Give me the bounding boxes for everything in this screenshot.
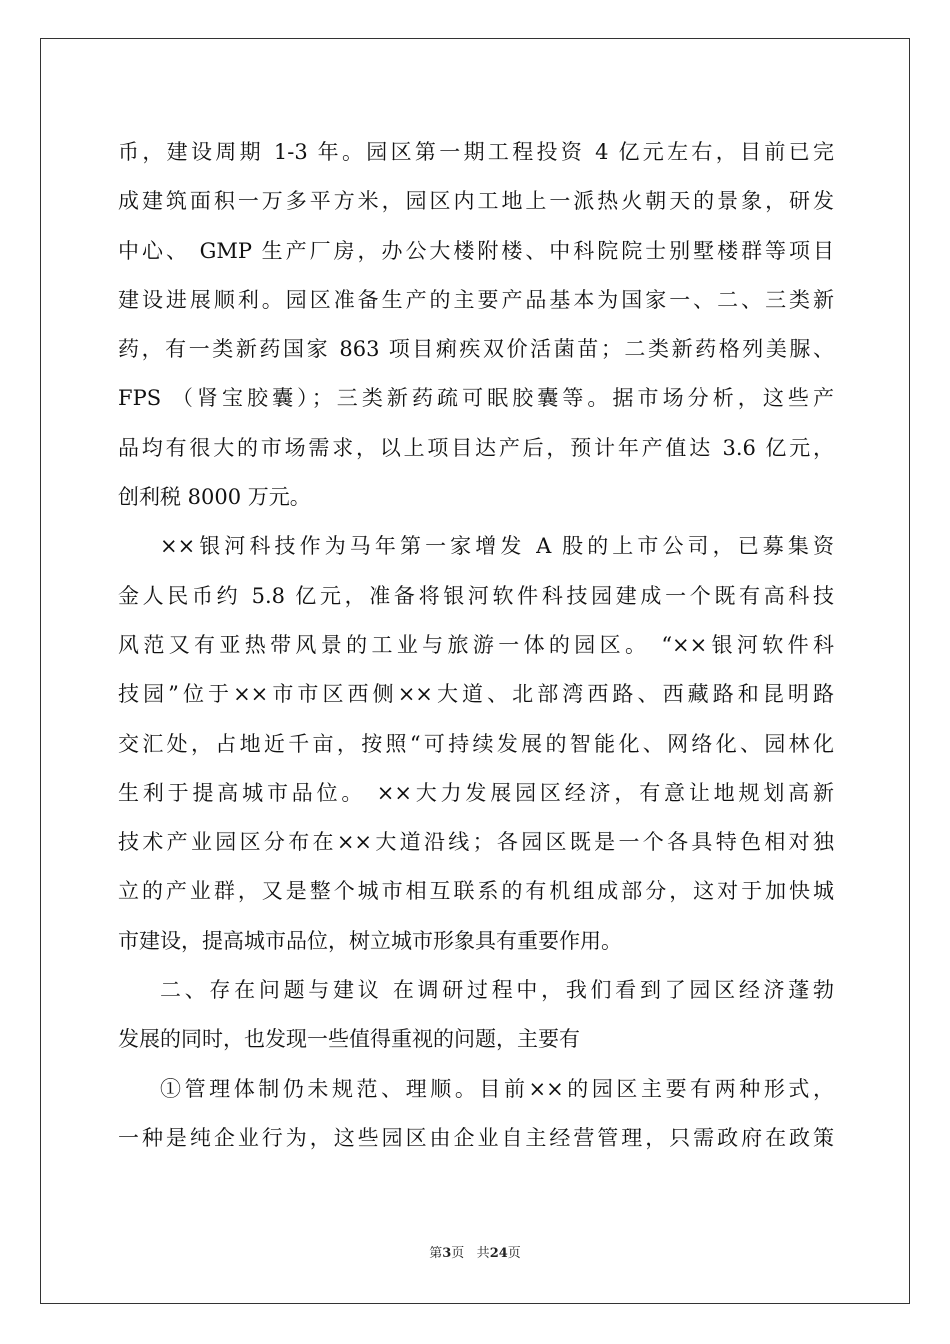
text-line: 建设进展顺利。园区准备生产的主要产品基本为国家一、二、三类新 — [118, 287, 834, 312]
text-line: ××银河科技作为马年第一家增发 A 股的上市公司，已募集资 — [160, 534, 834, 559]
page-footer — [0, 1242, 950, 1261]
text-line: 成建筑面积一万多平方米，园区内工地上一派热火朝天的景象，研发 — [118, 189, 834, 214]
text-line: 技术产业园区分布在××大道沿线；各园区既是一个各具特色相对独 — [118, 830, 834, 855]
footer-total-prefix: 共 — [476, 1246, 490, 1261]
text-line: 生利于提高城市品位。 ××大力发展园区经济，有意让地规划高新 — [118, 780, 834, 805]
text-line: 币，建设周期 1-3 年。园区第一期工程投资 4 亿元左右，目前已完 — [118, 140, 834, 164]
text-line: 风范又有亚热带风景的工业与旅游一体的园区。 “××银河软件科 — [118, 632, 834, 657]
footer-prefix: 第 — [429, 1246, 443, 1261]
text-line: 二、存在问题与建议 在调研过程中，我们看到了园区经济蓬勃 — [160, 978, 834, 1003]
text-line: 发展的同时，也发现一些值得重视的问题，主要有 — [118, 1027, 580, 1052]
text-line: 立的产业群，又是整个城市相互联系的有机组成部分，这对于加快城 — [118, 879, 834, 904]
text-line: 技园”位于××市市区西侧××大道、北部湾西路、西藏路和昆明路 — [118, 682, 834, 707]
footer-page-unit: 页 — [451, 1246, 465, 1261]
text-line: FPS （肾宝胶囊）；三类新药疏可眠胶囊等。据市场分析，这些产 — [118, 386, 834, 411]
total-pages-number: 24 — [489, 1246, 508, 1261]
document-body — [118, 128, 834, 1163]
text-line: ①管理体制仍未规范、理顺。目前××的园区主要有两种形式， — [160, 1076, 834, 1101]
text-line: 金人民币约 5.8 亿元，准备将银河软件科技园建成一个既有高科技 — [118, 583, 834, 608]
footer-total-unit: 页 — [507, 1246, 521, 1261]
text-line: 中心、 GMP 生产厂房，办公大楼附楼、中科院院士别墅楼群等项目 — [118, 238, 834, 263]
current-page-number: 3 — [442, 1246, 452, 1261]
text-line: 交汇处，占地近千亩，按照“可持续发展的智能化、网络化、园林化 — [118, 731, 834, 756]
text-line: 品均有很大的市场需求，以上项目达产后，预计年产值达 3.6 亿元， — [118, 435, 834, 460]
text-line: 市建设，提高城市品位，树立城市形象具有重要作用。 — [118, 928, 622, 953]
text-line: 药，有一类新药国家 863 项目痢疾双价活菌苗；二类新药格列美脲、 — [118, 337, 834, 362]
text-line: 创利税 8000 万元。 — [118, 485, 311, 510]
text-line: 一种是纯企业行为，这些园区由企业自主经营管理，只需政府在政策 — [118, 1125, 834, 1150]
